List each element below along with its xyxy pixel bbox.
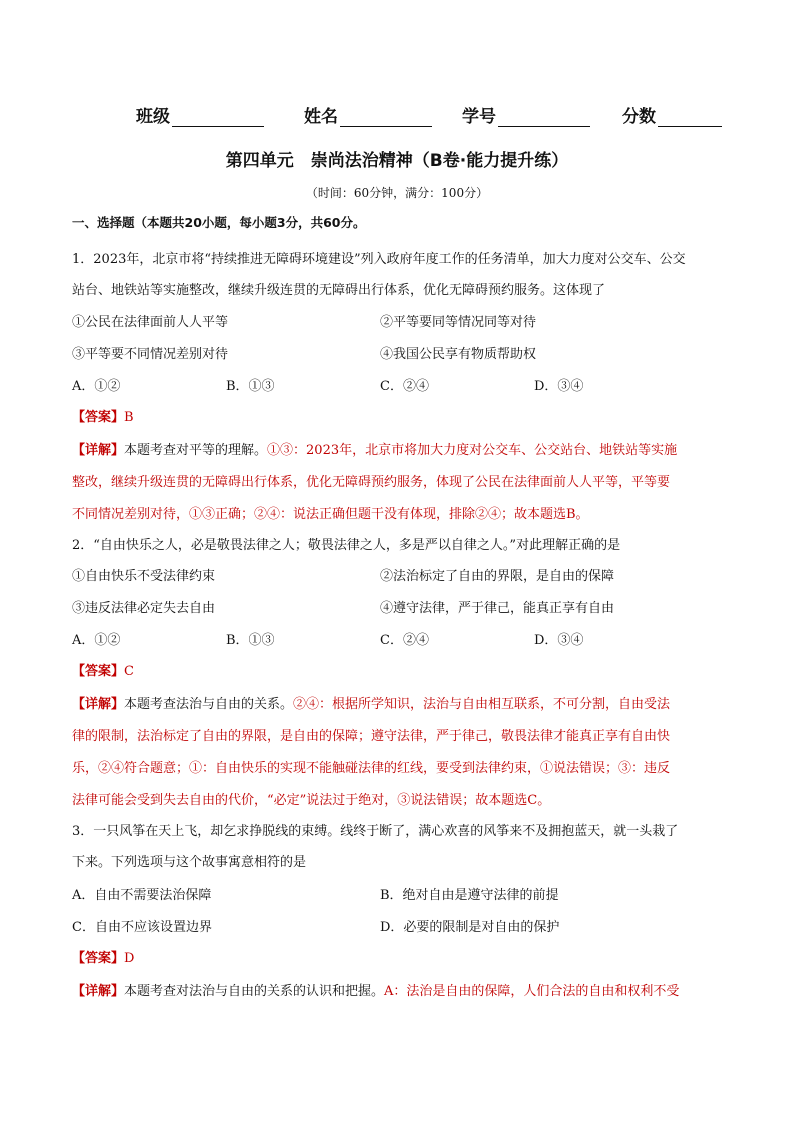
q1-option-d: D．③④ xyxy=(534,379,584,394)
score-blank[interactable] xyxy=(658,106,722,127)
q2-statement-3: ③违反法律必定失去自由 xyxy=(72,601,216,616)
q2-detail-line-3: 乐，②④符合题意；①：自由快乐的实现不能触碰法律的红线，要受到法律约束，①说法错误；③：违反 xyxy=(72,761,671,776)
q1-detail-tag: 【详解】 xyxy=(72,443,125,458)
q2-option-b: B．①③ xyxy=(226,633,275,648)
q3-answer-value: D xyxy=(124,951,135,966)
q2-option-c: C．②④ xyxy=(380,633,429,648)
q1-statement-1: ①公民在法律面前人人平等 xyxy=(72,315,229,330)
q3-option-a: A．自由不需要法治保障 xyxy=(72,888,212,903)
q1-option-c: C．②④ xyxy=(380,379,429,394)
q1-option-a: A．①② xyxy=(72,379,121,394)
q2-answer-tag: 【答案】 xyxy=(72,664,125,679)
q1-stem-line-2: 站台、地铁站等实施整改，继续升级连贯的无障碍出行体系，优化无障碍预约服务。这体现了 xyxy=(72,283,606,298)
q1-stem-line-1: 1．2023年，北京市将“持续推进无障碍环境建设”列入政府年度工作的任务清单，加大力度对公交车、公交 xyxy=(72,252,686,267)
q2-detail-line-1 xyxy=(72,695,670,715)
q1-detail-line-3: 不同情况差别对待，①③正确；②④：说法正确但题干没有体现，排除②④；故本题选B。 xyxy=(72,507,589,522)
class-blank[interactable] xyxy=(172,106,264,127)
q3-stem-line-2: 下来。下列选项与这个故事寓意相符的是 xyxy=(72,855,307,870)
q3-option-d: D．必要的限制是对自由的保护 xyxy=(380,920,560,935)
q3-answer xyxy=(72,949,134,969)
q1-option-b: B．①③ xyxy=(226,379,275,394)
class-label: 班级 xyxy=(136,107,170,127)
name-field xyxy=(304,102,432,127)
q2-detail-line-4: 法律可能会受到失去自由的代价，“必定”说法过于绝对，③说法错误；故本题选C。 xyxy=(72,793,551,808)
q1-answer-tag: 【答案】 xyxy=(72,410,125,425)
q1-detail-text: ①③：2023年，北京市将加大力度对公交车、公交站台、地铁站等实施 xyxy=(267,443,678,458)
q2-answer-value: C xyxy=(124,664,134,679)
q3-option-c: C．自由不应该设置边界 xyxy=(72,920,212,935)
section-heading: 一、选择题（本题共20小题，每小题3分，共60分。 xyxy=(72,215,366,230)
q1-statement-4: ④我国公民享有物质帮助权 xyxy=(380,347,537,362)
q1-statement-3: ③平等要不同情况差别对待 xyxy=(72,347,229,362)
q2-detail-intro: 本题考查法治与自由的关系。 xyxy=(124,697,294,712)
score-label: 分数 xyxy=(622,107,656,127)
class-field xyxy=(136,102,264,127)
q3-detail-line-1 xyxy=(72,982,679,1002)
page-title: 第四单元 崇尚法治精神（B卷·能力提升练） xyxy=(225,151,569,171)
q1-detail-line-1 xyxy=(72,441,677,461)
q1-answer-value: B xyxy=(124,410,134,425)
q3-detail-text: A：法治是自由的保障，人们合法的自由和权利不受 xyxy=(384,984,680,999)
q2-stem-line-1: 2．“自由快乐之人，必是敬畏法律之人；敬畏法律之人，多是严以自律之人。”对此理解正确的是 xyxy=(72,538,621,553)
name-blank[interactable] xyxy=(340,106,432,127)
student-id-blank[interactable] xyxy=(498,106,590,127)
q2-option-d: D．③④ xyxy=(534,633,584,648)
q2-option-a: A．①② xyxy=(72,633,121,648)
student-info-header xyxy=(136,102,736,130)
q1-detail-line-2: 整改，继续升级连贯的无障碍出行体系，优化无障碍预约服务，体现了公民在法律面前人人平等，平等要 xyxy=(72,475,671,490)
q2-detail-tag: 【详解】 xyxy=(72,697,125,712)
q1-detail-intro: 本题考查对平等的理解。 xyxy=(124,443,268,458)
student-id-field xyxy=(462,102,590,127)
q2-statement-2: ②法治标定了自由的界限，是自由的保障 xyxy=(380,569,615,584)
q3-stem-line-1: 3．一只风筝在天上飞，却乞求挣脱线的束缚。线终于断了，满心欢喜的风筝来不及拥抱蓝天，就一头栽了 xyxy=(72,824,679,839)
q1-statement-2: ②平等要同等情况同等对待 xyxy=(380,315,537,330)
q3-detail-intro: 本题考查对法治与自由的关系的认识和把握。 xyxy=(124,984,385,999)
q3-answer-tag: 【答案】 xyxy=(72,951,125,966)
q2-detail-line-2: 律的限制，法治标定了自由的界限，是自由的保障；遵守法律，严于律己，敬畏法律才能真正享有自由快 xyxy=(72,729,671,744)
student-id-label: 学号 xyxy=(462,107,496,127)
score-field xyxy=(622,102,722,127)
name-label: 姓名 xyxy=(304,107,338,127)
q2-detail-text: ②④：根据所学知识，法治与自由相互联系，不可分割，自由受法 xyxy=(293,697,671,712)
q2-statement-4: ④遵守法律，严于律己，能真正享有自由 xyxy=(380,601,615,616)
q2-answer xyxy=(72,662,134,682)
q1-answer xyxy=(72,408,134,428)
q3-option-b: B．绝对自由是遵守法律的前提 xyxy=(380,888,559,903)
q2-statement-1: ①自由快乐不受法律约束 xyxy=(72,569,216,584)
exam-info: （时间：60分钟，满分：100分） xyxy=(305,186,489,200)
q3-detail-tag: 【详解】 xyxy=(72,984,125,999)
